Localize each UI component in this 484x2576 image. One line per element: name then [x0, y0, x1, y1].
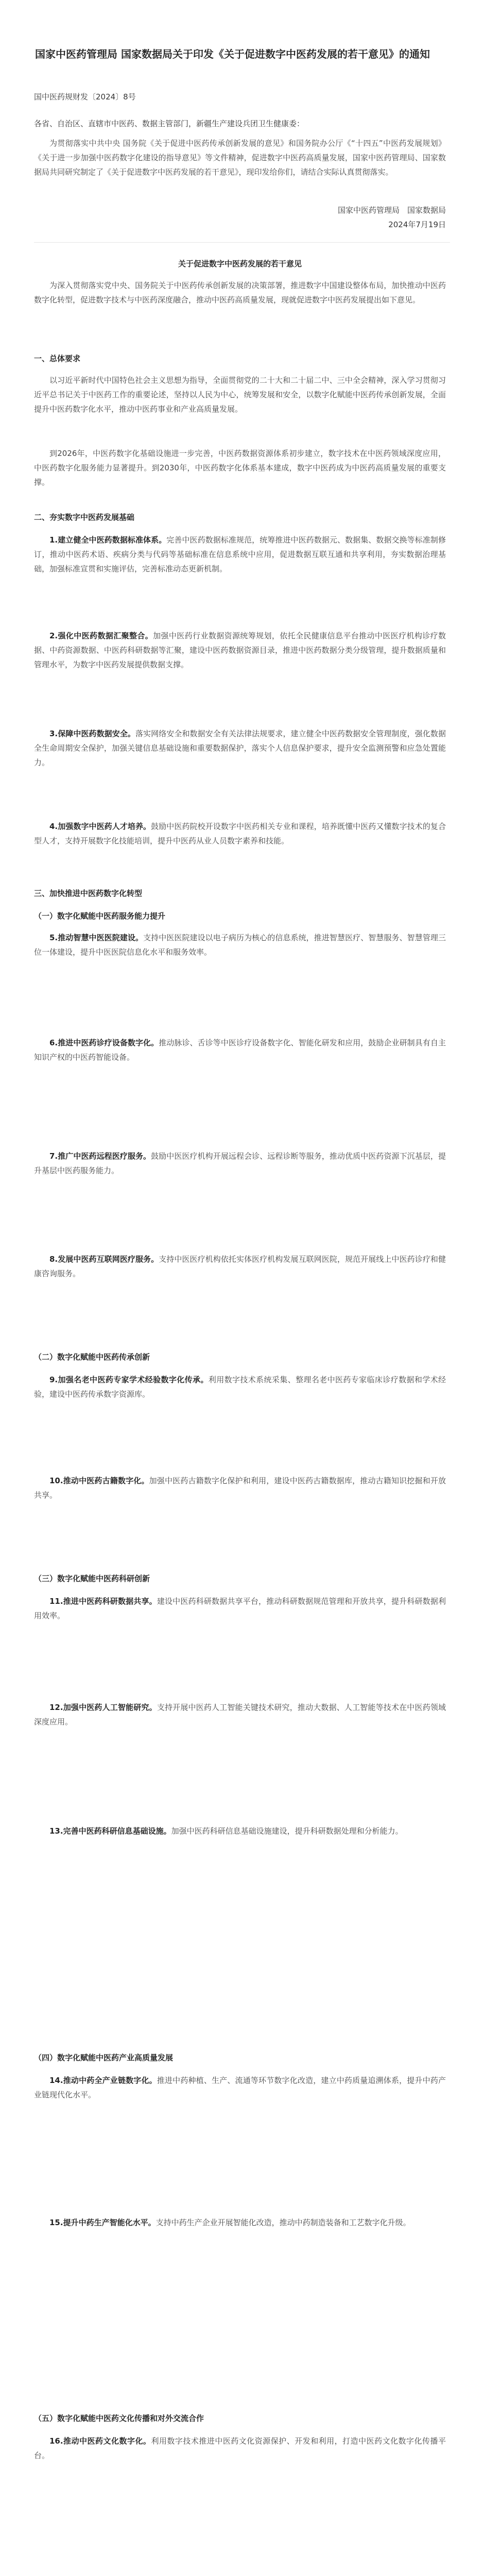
list-item — [34, 1824, 446, 1838]
item-text: 鼓励中医药院校开设数字中医药相关专业和课程，培养既懂中医药又懂数字技术的复合型人才，支持开展数字化技能培训，提升中医药从业人员数字素养和技能。 — [34, 822, 446, 845]
item-lead: 16.推动中医药文化数字化。 — [49, 2436, 151, 2446]
list-item — [34, 1036, 446, 1064]
item-lead: 10.推动中医药古籍数字化。 — [49, 1476, 149, 1485]
item-lead: 1.建立健全中医药数据标准体系。 — [49, 535, 167, 545]
item-text: 落实网络安全和数据安全有关法律法规要求，建立健全中医药数据安全管理制度，强化数据全生命周期安全保护，加强关键信息基础设施和重要数据保护，落实个人信息保护要求，提升安全监测预警和应急处置能力。 — [34, 729, 446, 767]
item-lead: 4.加强数字中医药人才培养。 — [49, 822, 151, 831]
item-text: 支持中医医疗机构依托实体医疗机构发展互联网医院，规范开展线上中医药诊疗和健康咨询服务。 — [34, 1255, 446, 1278]
item-lead: 2.强化中医药数据汇聚整合。 — [49, 631, 153, 640]
list-item — [34, 1700, 446, 1729]
intro-paragraph: 为深入贯彻落实党中央、国务院关于中医药传承创新发展的决策部署，推进数字中国建设整体布局，加快推动中医药数字化转型，促进数字技术与中医药深度融合，推动中医药高质量发展，现就促进数字中医药发展提出如下意见。 — [34, 281, 446, 304]
recipients: 各省、自治区、直辖市中医药、数据主管部门，新疆生产建设兵团卫生健康委： — [34, 119, 305, 128]
page-title: 国家中医药管理局 国家数据局关于印发《关于促进数字中医药发展的若干意见》的通知 — [35, 48, 430, 60]
item-lead: 8.发展中医药互联网医疗服务。 — [49, 1255, 159, 1264]
item-text: 加强中医药古籍数字化保护和利用，建设中医药古籍数据库，推动古籍知识挖掘和开放共享。 — [34, 1476, 446, 1500]
item-lead: 14.推动中药全产业链数字化。 — [49, 2076, 157, 2085]
section-heading: 二、夯实数字中医药发展基础 — [34, 513, 135, 522]
list-item — [34, 726, 446, 770]
subsection-title: （二）数字化赋能中医药传承创新 — [34, 1352, 150, 1362]
document-title: 关于促进数字中医药发展的若干意见 — [178, 259, 302, 268]
item-lead: 12.加强中医药人工智能研究。 — [49, 1703, 157, 1712]
paragraph: 以习近平新时代中国特色社会主义思想为指导，全面贯彻党的二十大和二十届二中、三中全会精神，深入学习贯彻习近平总书记关于中医药工作的重要论述，坚持以人民为中心，统筹发展和安全，以数字化赋能中医药传承创新发展，全面提升中医药数字化水平，推动中医药事业和产业高质量发展。 — [34, 376, 446, 414]
doc-number: 国中医药规财发〔2024〕8号 — [34, 92, 136, 101]
section-heading: 三、加快推进中医药数字化转型 — [34, 889, 143, 898]
signatories: 国家中医药管理局 国家数据局 — [337, 206, 446, 215]
subsection-title: （一）数字化赋能中医药服务能力提升 — [34, 911, 166, 921]
notice-text: 为贯彻落实中共中央 国务院《关于促进中医药传承创新发展的意见》和国务院办公厅《“十四五”中医药发展规划》《关于进一步加强中医药数字化建设的指导意见》等文件精神，促进数字中医药高质量发展，国家中医药管理局、国家数据局共同研究制定了《关于促进数字中医药发展的若干意见》，现印发给你们，请结合实际认真贯彻落实。 — [34, 139, 446, 177]
item-lead: 6.推进中医药诊疗设备数字化。 — [49, 1038, 159, 1047]
item-text: 加强中医药行业数据资源统筹规划，依托全民健康信息平台推动中医医疗机构诊疗数据、中药资源数据、中医药科研数据等汇聚，建设中医药数据资源目录，推进中医药数据分类分级管理，提升数据质量和管理水平，为数字中医药发展提供数据支撑。 — [34, 631, 446, 669]
list-item — [34, 1372, 446, 1401]
item-lead: 5.推动智慧中医医院建设。 — [49, 933, 144, 942]
item-text: 加强中医药科研信息基础设施建设，提升科研数据处理和分析能力。 — [171, 1826, 403, 1836]
item-text: 建设中医药科研数据共享平台，推动科研数据规范管理和开放共享，提升科研数据利用效率。 — [34, 1597, 446, 1620]
item-lead: 11.推进中医药科研数据共享。 — [49, 1597, 157, 1606]
list-item — [34, 533, 446, 576]
item-lead: 3.保障中医药数据安全。 — [49, 729, 135, 738]
item-lead: 9.加强名老中医药专家学术经验数字化传承。 — [49, 1375, 209, 1384]
item-text: 完善中医药数据标准规范，统筹推进中医药数据元、数据集、数据交换等标准制修订，推动中医药术语、疾病分类与代码等基础标准在信息系统中应用，促进数据互联互通和共享利用，夯实数据治理基础，加强标准宣贯和实施评估，完善标准动态更新机制。 — [34, 535, 446, 573]
item-text: 利用数字技术系统采集、整理名老中医药专家临床诊疗数据和学术经验，建设中医药传承数字资源库。 — [34, 1375, 446, 1399]
list-item — [34, 1149, 446, 1178]
item-text: 推进中药种植、生产、流通等环节数字化改造，建立中药质量追溯体系，提升中药产业链现代化水平。 — [34, 2076, 446, 2099]
section-heading: 一、总体要求 — [34, 354, 81, 363]
item-lead: 7.推广中医药远程医疗服务。 — [49, 1151, 151, 1161]
list-item — [34, 930, 446, 959]
item-text: 鼓励中医医疗机构开展远程会诊、远程诊断等服务，推动优质中医药资源下沉基层，提升基层中医药服务能力。 — [34, 1151, 446, 1175]
item-text: 支持中药生产企业开展智能化改造，推动中药制造装备和工艺数字化升级。 — [155, 2218, 411, 2227]
paragraph: 到2026年，中医药数字化基础设施进一步完善，中医药数据资源体系初步建立，数字技术在中医药领域深度应用，中医药数字化服务能力显著提升。到2030年，中医药数字化体系基本建成，数字中医药成为中医药高质量发展的重要支撑。 — [34, 449, 446, 487]
list-item — [34, 819, 446, 848]
list-item — [34, 1252, 446, 1281]
signed-date: 2024年7月19日 — [388, 220, 446, 229]
item-text: 推动脉诊、舌诊等中医诊疗设备数字化、智能化研发和应用，鼓励企业研制具有自主知识产权的中医药智能设备。 — [34, 1038, 446, 1062]
list-item — [34, 2073, 446, 2102]
list-item — [34, 1473, 446, 1502]
item-lead: 13.完善中医药科研信息基础设施。 — [49, 1826, 171, 1836]
list-item — [34, 2434, 446, 2463]
subsection-title: （五）数字化赋能中医药文化传播和对外交流合作 — [34, 2414, 204, 2423]
subsection-title: （四）数字化赋能中医药产业高质量发展 — [34, 2053, 174, 2062]
item-text: 支持中医医院建设以电子病历为核心的信息系统，推进智慧医疗、智慧服务、智慧管理三位一体建设，提升中医医院信息化水平和服务效率。 — [34, 933, 446, 957]
list-item — [34, 1594, 446, 1623]
item-lead: 15.提升中药生产智能化水平。 — [49, 2218, 156, 2227]
list-item — [34, 2215, 446, 2230]
item-text: 支持开展中医药人工智能关键技术研究，推动大数据、人工智能等技术在中医药领域深度应用。 — [34, 1703, 446, 1726]
subsection-title: （三）数字化赋能中医药科研创新 — [34, 1574, 150, 1583]
list-item — [34, 629, 446, 672]
divider — [34, 242, 450, 243]
item-text: 利用数字技术推进中医药文化资源保护、开发和利用，打造中医药文化数字化传播平台。 — [34, 2436, 446, 2460]
